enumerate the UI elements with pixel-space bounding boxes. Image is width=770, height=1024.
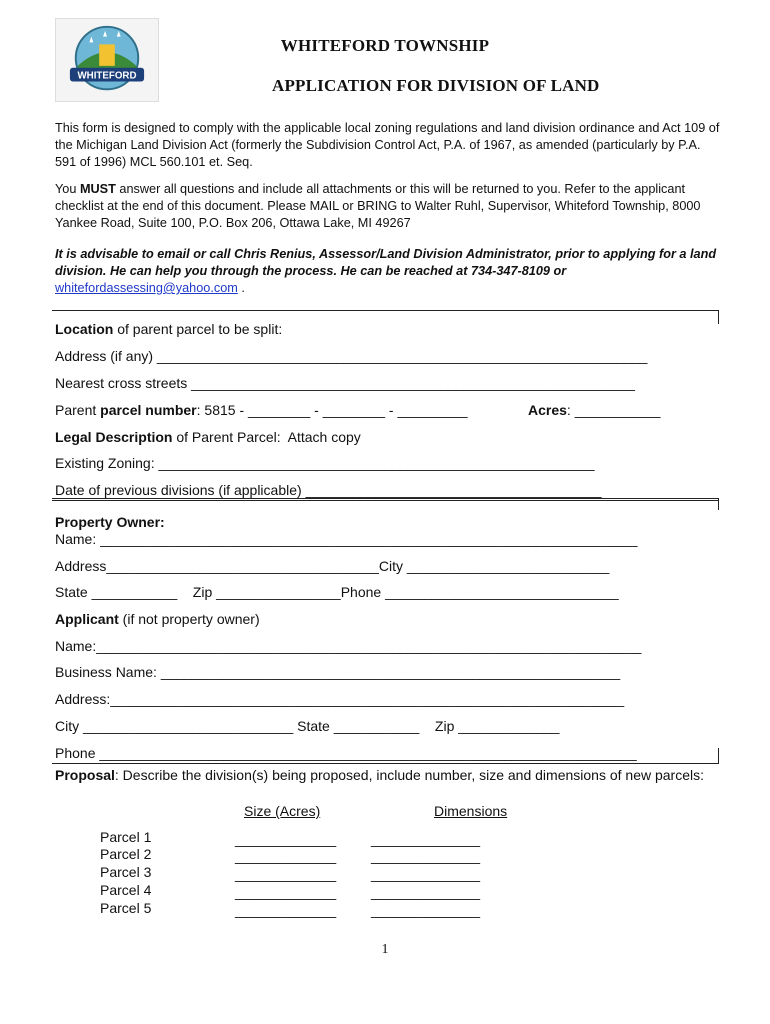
parcel-label: Parcel 4 bbox=[100, 882, 152, 898]
divider-tick bbox=[718, 498, 719, 510]
parcel-dimensions-field[interactable]: ______________ bbox=[371, 831, 481, 847]
parcel-dimensions-field[interactable]: ______________ bbox=[371, 866, 481, 882]
page-title: WHITEFORD TOWNSHIP bbox=[280, 36, 490, 55]
owner-name-field[interactable]: Name: _____________________________________________________________________ bbox=[55, 531, 638, 547]
parcel-size-field[interactable]: _____________ bbox=[235, 902, 337, 918]
logo-text: WHITEFORD bbox=[77, 70, 137, 82]
email-link[interactable]: whitefordassessing@yahoo.com bbox=[55, 281, 238, 295]
township-logo bbox=[55, 18, 159, 102]
address-field[interactable]: Address (if any) _______________________________________________________________ bbox=[55, 348, 648, 364]
parcel-number-field[interactable]: Parent parcel number: 5815 - ________ - ________ - _________ bbox=[55, 402, 468, 418]
must-text: MUST bbox=[79, 182, 116, 196]
applicant-heading: Applicant (if not property owner) bbox=[55, 611, 260, 627]
section-divider bbox=[52, 310, 718, 311]
parcel-size-field[interactable]: _____________ bbox=[235, 884, 337, 900]
applicant-city-state-zip[interactable]: City ___________________________ State ___________ Zip _____________ bbox=[55, 718, 560, 734]
applicant-name-field[interactable]: Name:______________________________________________________________________ bbox=[55, 638, 642, 654]
intro-paragraph: This form is designed to comply with the applicable local zoning regulations and land division ordinance and Act 109 of the Michigan Land Division Act (formerly the Subdivision Control Act, P.A. of 1967, as amended (particularly by P.A. 591 of 1996) MCL 560.101 et. Seq. bbox=[55, 121, 720, 169]
applicant-address-field[interactable]: Address:__________________________________________________________________ bbox=[55, 691, 625, 707]
parcel-label: Parcel 2 bbox=[100, 846, 152, 862]
parcel-dimensions-field[interactable]: ______________ bbox=[371, 902, 481, 918]
applicant-phone-field[interactable]: Phone _____________________________________________________________________ bbox=[55, 745, 637, 761]
section-divider bbox=[52, 498, 718, 501]
cross-streets-field[interactable]: Nearest cross streets _________________________________________________________ bbox=[55, 375, 635, 391]
parcel-label: Parcel 1 bbox=[100, 829, 152, 845]
page-number: 1 bbox=[381, 942, 389, 957]
parcel-label: Parcel 3 bbox=[100, 864, 152, 880]
parcel-dimensions-field[interactable]: ______________ bbox=[371, 848, 481, 864]
divider-tick bbox=[718, 748, 719, 764]
divider-tick bbox=[718, 310, 719, 324]
existing-zoning-field[interactable]: Existing Zoning: ________________________________________________________ bbox=[55, 455, 595, 471]
location-heading: Location of parent parcel to be split: bbox=[55, 321, 283, 337]
advisory-paragraph: It is advisable to email or call Chris Renius, Assessor/Land Division Administrator, prior to applying for a land division. He can help you through the process. He can be reached at 734-347-8109 or whitefordassessing@yahoo.com . bbox=[55, 247, 717, 295]
legal-description: Legal Description of Parent Parcel: Attach copy bbox=[55, 429, 361, 445]
proposal-heading: Proposal: Describe the division(s) being proposed, include number, size and dimensions of new parcels: bbox=[55, 767, 704, 783]
business-name-field[interactable]: Business Name: ___________________________________________________________ bbox=[55, 664, 621, 680]
section-divider bbox=[52, 763, 718, 764]
owner-state-zip-phone[interactable]: State ___________ Zip ________________Phone ______________________________ bbox=[55, 584, 619, 600]
owner-address-field[interactable]: Address___________________________________City __________________________ bbox=[55, 558, 610, 574]
parcel-size-field[interactable]: _____________ bbox=[235, 848, 337, 864]
parcel-label: Parcel 5 bbox=[100, 900, 152, 916]
acres-field[interactable]: Acres: ___________ bbox=[528, 402, 661, 418]
instructions-paragraph: You MUST answer all questions and include all attachments or this will be returned to you. Refer to the applicant checklist at the end of this document. Please MAIL or BRING to Walter Ruhl, Supervisor, Whiteford Township, 8000 Yankee Road, Suite 100, P.O. Box 206, Ottawa Lake, MI 49267 bbox=[55, 182, 701, 230]
dimensions-column-header: Dimensions bbox=[434, 803, 508, 819]
parcel-size-field[interactable]: _____________ bbox=[235, 866, 337, 882]
parcel-size-field[interactable]: _____________ bbox=[235, 831, 337, 847]
page-subtitle: APPLICATION FOR DIVISION OF LAND bbox=[272, 76, 600, 95]
previous-divisions-field[interactable]: Date of previous divisions (if applicable) ______________________________________ bbox=[55, 482, 602, 498]
parcel-dimensions-field[interactable]: ______________ bbox=[371, 884, 481, 900]
size-column-header: Size (Acres) bbox=[244, 803, 321, 819]
owner-heading: Property Owner: bbox=[55, 514, 165, 530]
